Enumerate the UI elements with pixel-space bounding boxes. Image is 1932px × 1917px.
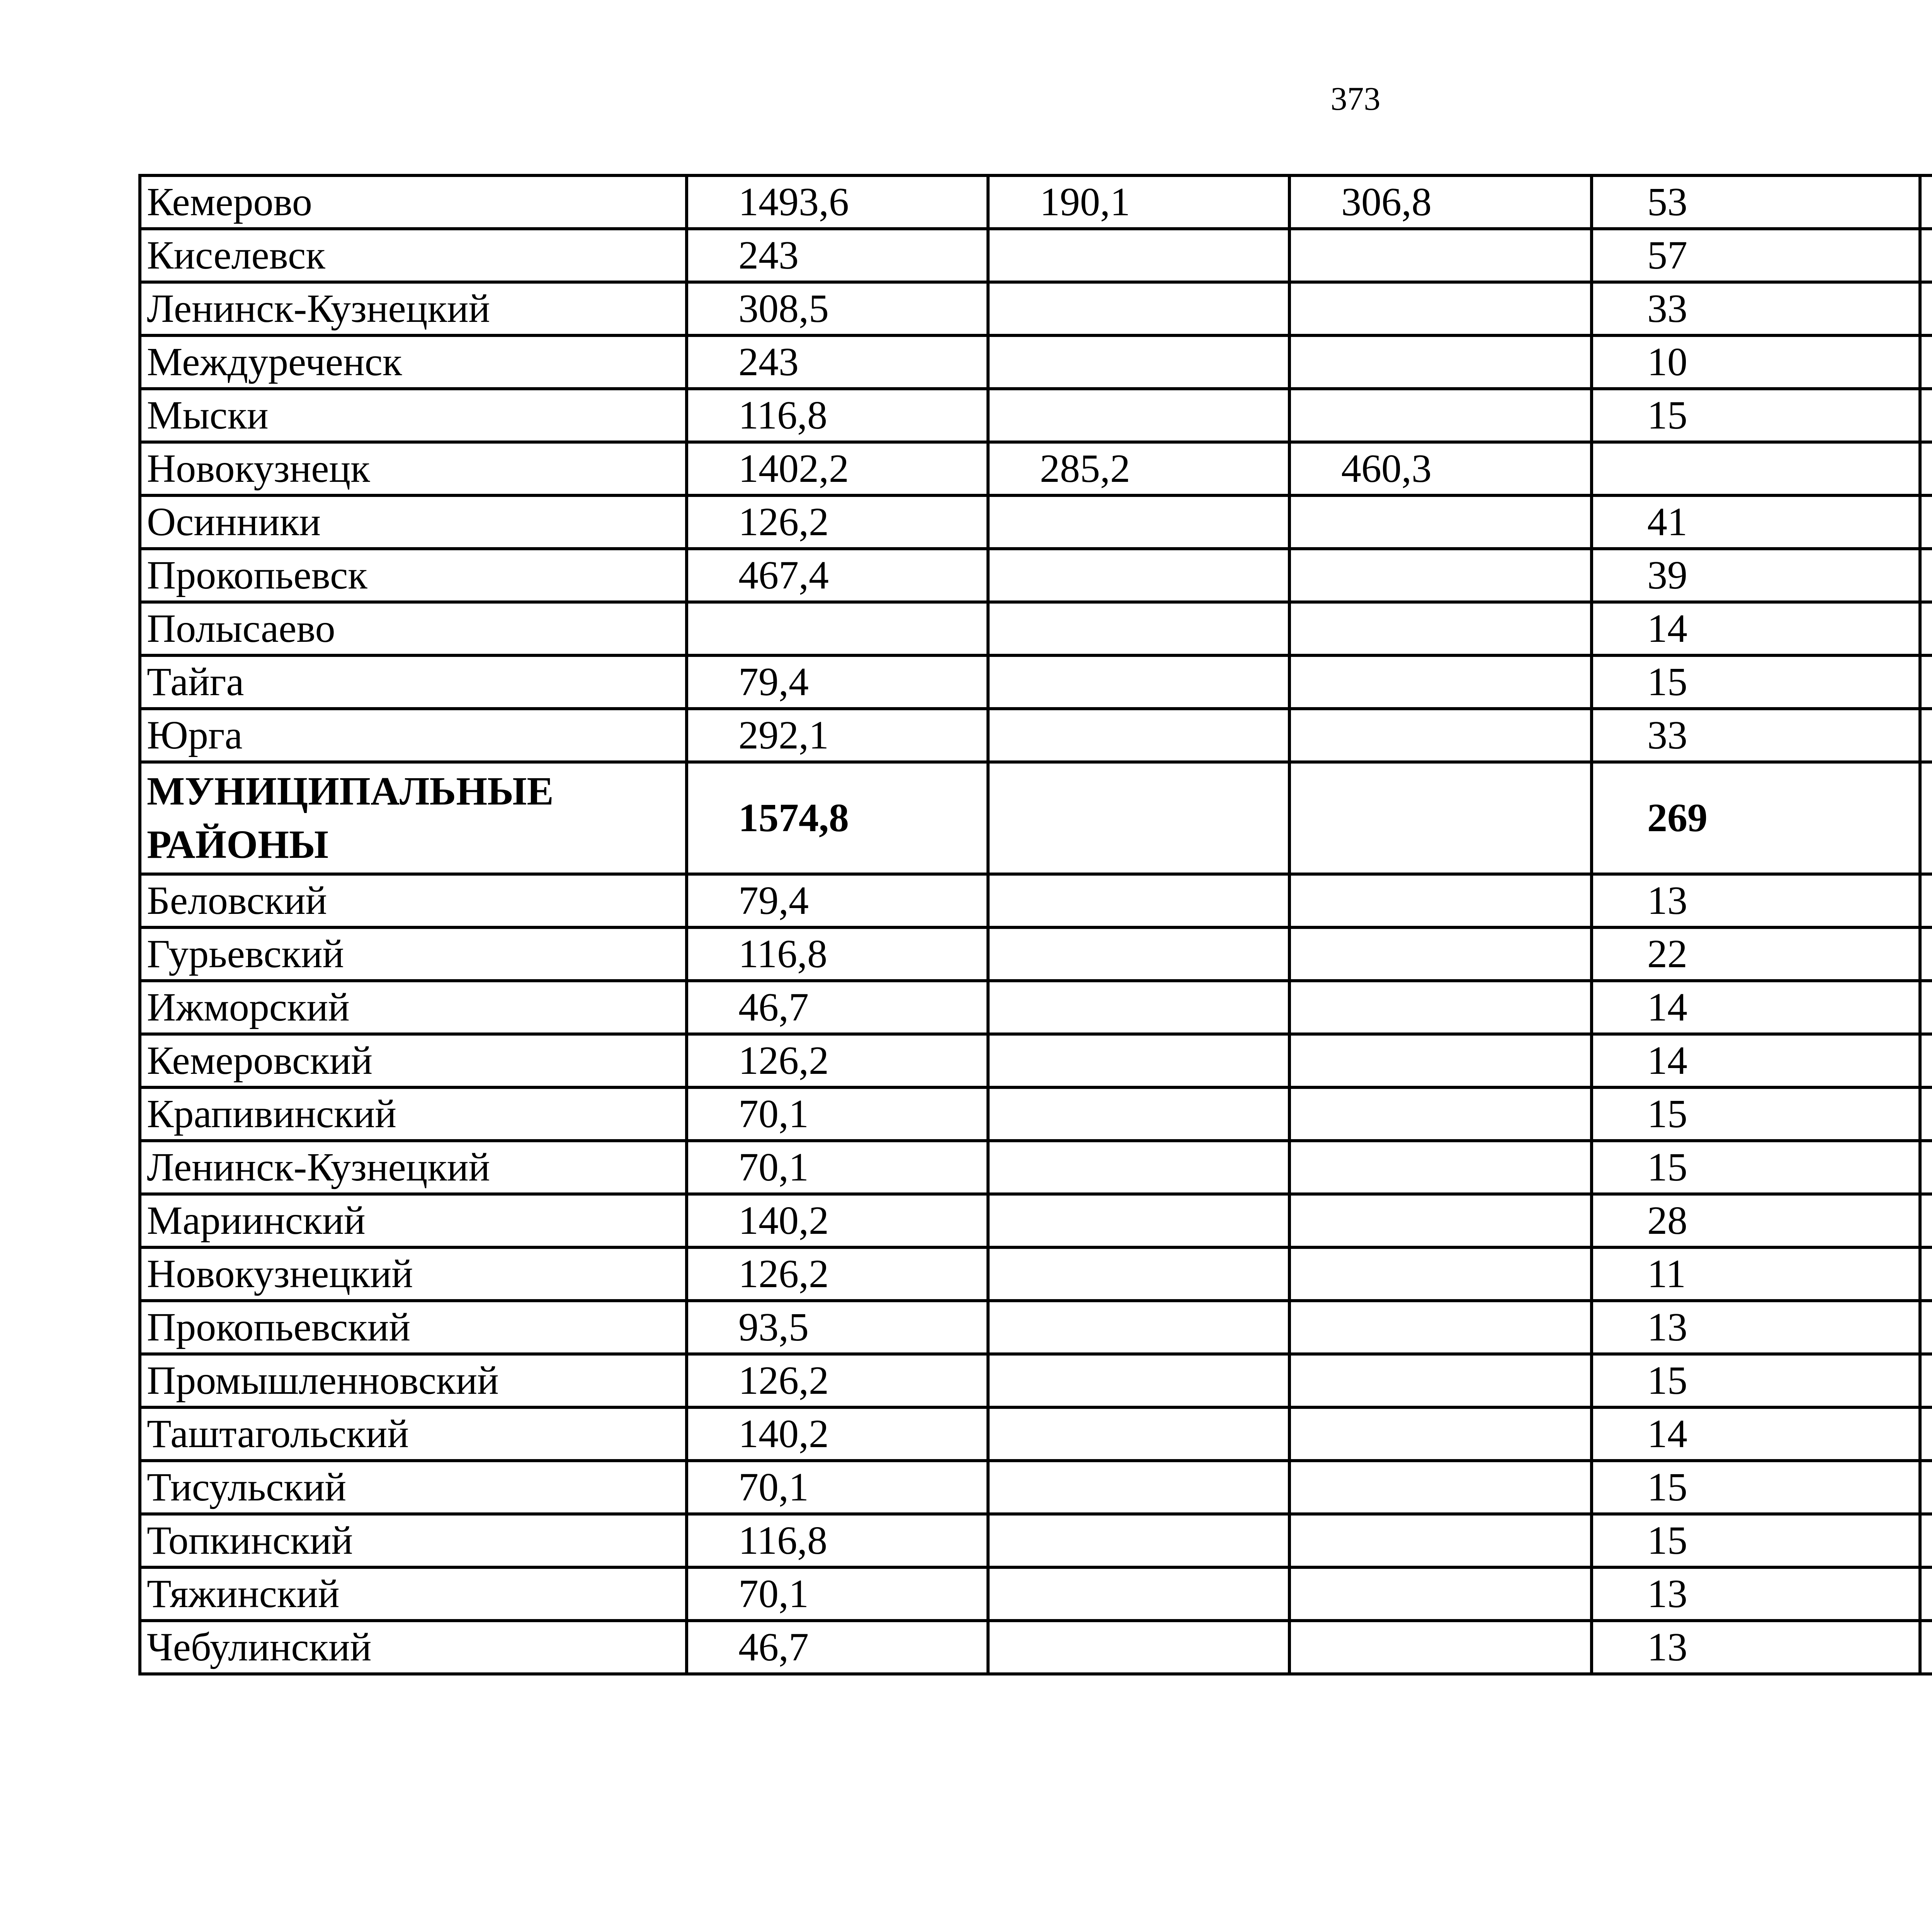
row-name-cell: Ленинск-Кузнецкий (140, 1141, 687, 1194)
value-cell-c6 (1920, 442, 1932, 495)
value-cell-c2: 93,5 (687, 1301, 988, 1354)
table-row (140, 1621, 1932, 1674)
value-cell-c5: 33 (1592, 709, 1920, 762)
table-section-row (140, 762, 1932, 874)
value-cell-c6 (1920, 1301, 1932, 1354)
value-cell-c2: 126,2 (687, 1034, 988, 1087)
value-cell-c6 (1920, 282, 1932, 335)
value-cell-c6 (1920, 1247, 1932, 1301)
table-row (140, 927, 1932, 981)
value-cell-c6 (1920, 655, 1932, 709)
table-row (140, 709, 1932, 762)
table-row (140, 495, 1932, 549)
value-cell-c5: 10 (1592, 335, 1920, 389)
value-cell-c6 (1920, 1087, 1932, 1141)
value-cell-c5: 15 (1592, 1354, 1920, 1407)
row-name-cell: Промышленновский (140, 1354, 687, 1407)
value-cell-c4 (1289, 602, 1592, 655)
value-cell-c6 (1920, 175, 1932, 229)
table-row (140, 282, 1932, 335)
value-cell-c3 (988, 1247, 1289, 1301)
row-name-cell: Топкинский (140, 1514, 687, 1567)
value-cell-c6 (1920, 1461, 1932, 1514)
value-cell-c3 (988, 389, 1289, 442)
value-cell-c4 (1289, 927, 1592, 981)
value-cell-c5: 13 (1592, 874, 1920, 927)
row-name-cell: Чебулинский (140, 1621, 687, 1674)
value-cell-c5: 15 (1592, 1461, 1920, 1514)
value-cell-c6 (1920, 1141, 1932, 1194)
row-name-cell: Полысаево (140, 602, 687, 655)
table-row (140, 1087, 1932, 1141)
value-cell-c6 (1920, 1514, 1932, 1567)
value-cell-c6 (1920, 1567, 1932, 1621)
table-row (140, 1247, 1932, 1301)
value-cell-c4 (1289, 1141, 1592, 1194)
row-name-cell: Прокопьевск (140, 549, 687, 602)
value-cell-c3 (988, 1301, 1289, 1354)
value-cell-c4 (1289, 1194, 1592, 1247)
value-cell-c5: 57 (1592, 229, 1920, 282)
value-cell-c2: 79,4 (687, 874, 988, 927)
page-number: 373 (1330, 80, 1381, 117)
value-cell-c2: 467,4 (687, 549, 988, 602)
row-name-cell: Мариинский (140, 1194, 687, 1247)
value-cell-c2: 140,2 (687, 1194, 988, 1247)
row-name-cell: Киселевск (140, 229, 687, 282)
table-row (140, 1567, 1932, 1621)
table-row (140, 1301, 1932, 1354)
value-cell-c3 (988, 495, 1289, 549)
value-cell-c6 (1920, 1354, 1932, 1407)
row-name-cell: Беловский (140, 874, 687, 927)
value-cell-c4 (1289, 1621, 1592, 1674)
value-cell-c4 (1289, 1034, 1592, 1087)
value-cell-c6 (1920, 389, 1932, 442)
table-row (140, 1034, 1932, 1087)
value-cell-c3 (988, 709, 1289, 762)
row-name-cell: Новокузнецкий (140, 1247, 687, 1301)
value-cell-c3 (988, 335, 1289, 389)
value-cell-c3 (988, 1141, 1289, 1194)
value-cell-c5: 14 (1592, 1034, 1920, 1087)
value-cell-c2: 46,7 (687, 981, 988, 1034)
value-cell-c5: 13 (1592, 1301, 1920, 1354)
table-row (140, 335, 1932, 389)
value-cell-c6 (1920, 762, 1932, 874)
value-cell-c2: 70,1 (687, 1087, 988, 1141)
table-row (140, 1514, 1932, 1567)
value-cell-c3 (988, 1621, 1289, 1674)
value-cell-c6 (1920, 1621, 1932, 1674)
data-table (138, 174, 1932, 1675)
value-cell-c2: 292,1 (687, 709, 988, 762)
value-cell-c6 (1920, 495, 1932, 549)
table-body (140, 175, 1932, 1674)
value-cell-c5: 14 (1592, 1407, 1920, 1461)
value-cell-c2: 1493,6 (687, 175, 988, 229)
value-cell-c4 (1289, 389, 1592, 442)
value-cell-c5: 28 (1592, 1194, 1920, 1247)
value-cell-c2: 1402,2 (687, 442, 988, 495)
value-cell-c3 (988, 1461, 1289, 1514)
value-cell-c4 (1289, 1087, 1592, 1141)
row-name-cell: Тяжинский (140, 1567, 687, 1621)
row-name-cell: Тайга (140, 655, 687, 709)
value-cell-c4 (1289, 1514, 1592, 1567)
row-name-cell: Таштагольский (140, 1407, 687, 1461)
row-name-cell: Крапивинский (140, 1087, 687, 1141)
value-cell-c6 (1920, 602, 1932, 655)
value-cell-c3 (988, 1034, 1289, 1087)
value-cell-c6 (1920, 1407, 1932, 1461)
value-cell-c2: 116,8 (687, 389, 988, 442)
row-name-cell: Междуреченск (140, 335, 687, 389)
value-cell-c2: 116,8 (687, 1514, 988, 1567)
value-cell-c4 (1289, 282, 1592, 335)
value-cell-c2: 126,2 (687, 1247, 988, 1301)
row-name-cell: Новокузнецк (140, 442, 687, 495)
value-cell-c6 (1920, 927, 1932, 981)
value-cell-c4 (1289, 1354, 1592, 1407)
value-cell-c2: 126,2 (687, 495, 988, 549)
value-cell-c4 (1289, 655, 1592, 709)
value-cell-c2: 79,4 (687, 655, 988, 709)
value-cell-c5: 15 (1592, 1141, 1920, 1194)
value-cell-c6 (1920, 335, 1932, 389)
table-row (140, 1141, 1932, 1194)
value-cell-c5 (1592, 442, 1920, 495)
value-cell-c2: 308,5 (687, 282, 988, 335)
value-cell-c2: 70,1 (687, 1567, 988, 1621)
value-cell-c3 (988, 981, 1289, 1034)
table-row (140, 1194, 1932, 1247)
value-cell-c3 (988, 1354, 1289, 1407)
value-cell-c5: 33 (1592, 282, 1920, 335)
value-cell-c2: 243 (687, 229, 988, 282)
row-name-cell: Гурьевский (140, 927, 687, 981)
value-cell-c4 (1289, 874, 1592, 927)
value-cell-c4 (1289, 1407, 1592, 1461)
value-cell-c5: 39 (1592, 549, 1920, 602)
value-cell-c3 (988, 1567, 1289, 1621)
row-name-cell: Осинники (140, 495, 687, 549)
table-row (140, 1354, 1932, 1407)
value-cell-c3 (988, 927, 1289, 981)
value-cell-c2 (687, 602, 988, 655)
row-name-cell: Тисульский (140, 1461, 687, 1514)
table-row (140, 442, 1932, 495)
row-name-cell: МУНИЦИПАЛЬНЫЕ РАЙОНЫ (140, 762, 687, 874)
table-row (140, 229, 1932, 282)
value-cell-c4 (1289, 1301, 1592, 1354)
value-cell-c2: 126,2 (687, 1354, 988, 1407)
value-cell-c4 (1289, 1461, 1592, 1514)
table-row (140, 175, 1932, 229)
table-row (140, 874, 1932, 927)
value-cell-c4 (1289, 1247, 1592, 1301)
value-cell-c5: 15 (1592, 1087, 1920, 1141)
value-cell-c5: 15 (1592, 655, 1920, 709)
value-cell-c4: 306,8 (1289, 175, 1592, 229)
value-cell-c6 (1920, 549, 1932, 602)
value-cell-c2: 116,8 (687, 927, 988, 981)
value-cell-c3: 285,2 (988, 442, 1289, 495)
value-cell-c5: 269 (1592, 762, 1920, 874)
value-cell-c3 (988, 1087, 1289, 1141)
value-cell-c5: 15 (1592, 1514, 1920, 1567)
value-cell-c2: 70,1 (687, 1141, 988, 1194)
value-cell-c4 (1289, 229, 1592, 282)
row-name-cell: Юрга (140, 709, 687, 762)
value-cell-c3 (988, 229, 1289, 282)
value-cell-c3 (988, 874, 1289, 927)
value-cell-c4 (1289, 981, 1592, 1034)
row-name-cell: Прокопьевский (140, 1301, 687, 1354)
table-row (140, 1461, 1932, 1514)
value-cell-c5: 14 (1592, 981, 1920, 1034)
value-cell-c3 (988, 549, 1289, 602)
table-row (140, 655, 1932, 709)
value-cell-c6 (1920, 874, 1932, 927)
table-row (140, 549, 1932, 602)
value-cell-c4 (1289, 549, 1592, 602)
value-cell-c5: 14 (1592, 602, 1920, 655)
value-cell-c3 (988, 762, 1289, 874)
value-cell-c2: 70,1 (687, 1461, 988, 1514)
value-cell-c5: 15 (1592, 389, 1920, 442)
value-cell-c6 (1920, 1194, 1932, 1247)
value-cell-c4 (1289, 1567, 1592, 1621)
value-cell-c3 (988, 655, 1289, 709)
value-cell-c3 (988, 282, 1289, 335)
value-cell-c6 (1920, 709, 1932, 762)
row-name-cell: Кемерово (140, 175, 687, 229)
row-name-cell: Ижморский (140, 981, 687, 1034)
value-cell-c6 (1920, 229, 1932, 282)
value-cell-c5: 22 (1592, 927, 1920, 981)
value-cell-c4 (1289, 495, 1592, 549)
value-cell-c5: 41 (1592, 495, 1920, 549)
value-cell-c6 (1920, 1034, 1932, 1087)
value-cell-c5: 11 (1592, 1247, 1920, 1301)
value-cell-c5: 13 (1592, 1621, 1920, 1674)
value-cell-c2: 243 (687, 335, 988, 389)
value-cell-c3: 190,1 (988, 175, 1289, 229)
value-cell-c4 (1289, 335, 1592, 389)
value-cell-c2: 46,7 (687, 1621, 988, 1674)
table-row (140, 981, 1932, 1034)
row-name-cell: Мыски (140, 389, 687, 442)
value-cell-c4: 460,3 (1289, 442, 1592, 495)
value-cell-c6 (1920, 981, 1932, 1034)
value-cell-c3 (988, 1407, 1289, 1461)
value-cell-c3 (988, 602, 1289, 655)
row-name-cell: Кемеровский (140, 1034, 687, 1087)
value-cell-c3 (988, 1194, 1289, 1247)
table-row (140, 1407, 1932, 1461)
value-cell-c4 (1289, 762, 1592, 874)
value-cell-c5: 13 (1592, 1567, 1920, 1621)
row-name-cell: Ленинск-Кузнецкий (140, 282, 687, 335)
value-cell-c4 (1289, 709, 1592, 762)
value-cell-c3 (988, 1514, 1289, 1567)
table-row (140, 389, 1932, 442)
value-cell-c2: 1574,8 (687, 762, 988, 874)
value-cell-c5: 53 (1592, 175, 1920, 229)
table-row (140, 602, 1932, 655)
value-cell-c2: 140,2 (687, 1407, 988, 1461)
